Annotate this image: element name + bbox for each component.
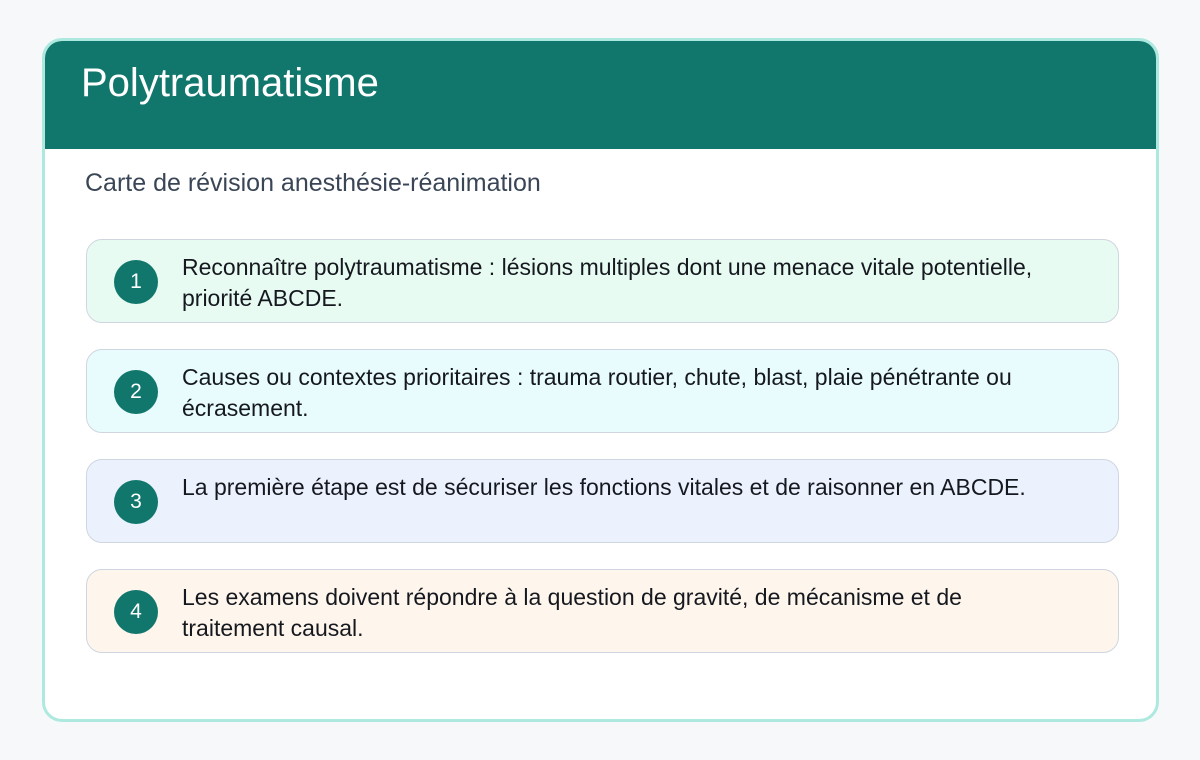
- card-title: Polytraumatisme: [81, 61, 379, 105]
- revision-point: [86, 459, 1119, 543]
- point-text: La première étape est de sécuriser les fonctions vitales et de raisonner en ABCDE.: [182, 474, 1026, 500]
- card-subtitle: Carte de révision anesthésie-réanimation: [85, 169, 541, 197]
- card-header: [45, 41, 1156, 149]
- point-number-badge: 3: [114, 480, 158, 524]
- point-text: Causes ou contextes prioritaires : trauma routier, chute, blast, plaie pénétrante ou écrasement.: [182, 364, 1012, 421]
- point-text: Reconnaître polytraumatisme : lésions multiples dont une menace vitale potentielle, priorité ABCDE.: [182, 254, 1033, 311]
- point-number-badge: 1: [114, 260, 158, 304]
- revision-point: [86, 349, 1119, 433]
- revision-point: [86, 569, 1119, 653]
- point-number-badge: 4: [114, 590, 158, 634]
- revision-card: [42, 38, 1159, 722]
- point-text: Les examens doivent répondre à la question de gravité, de mécanisme et de traitement causal.: [182, 584, 962, 641]
- point-number-badge: 2: [114, 370, 158, 414]
- revision-points-list: [86, 239, 1119, 679]
- revision-point: [86, 239, 1119, 323]
